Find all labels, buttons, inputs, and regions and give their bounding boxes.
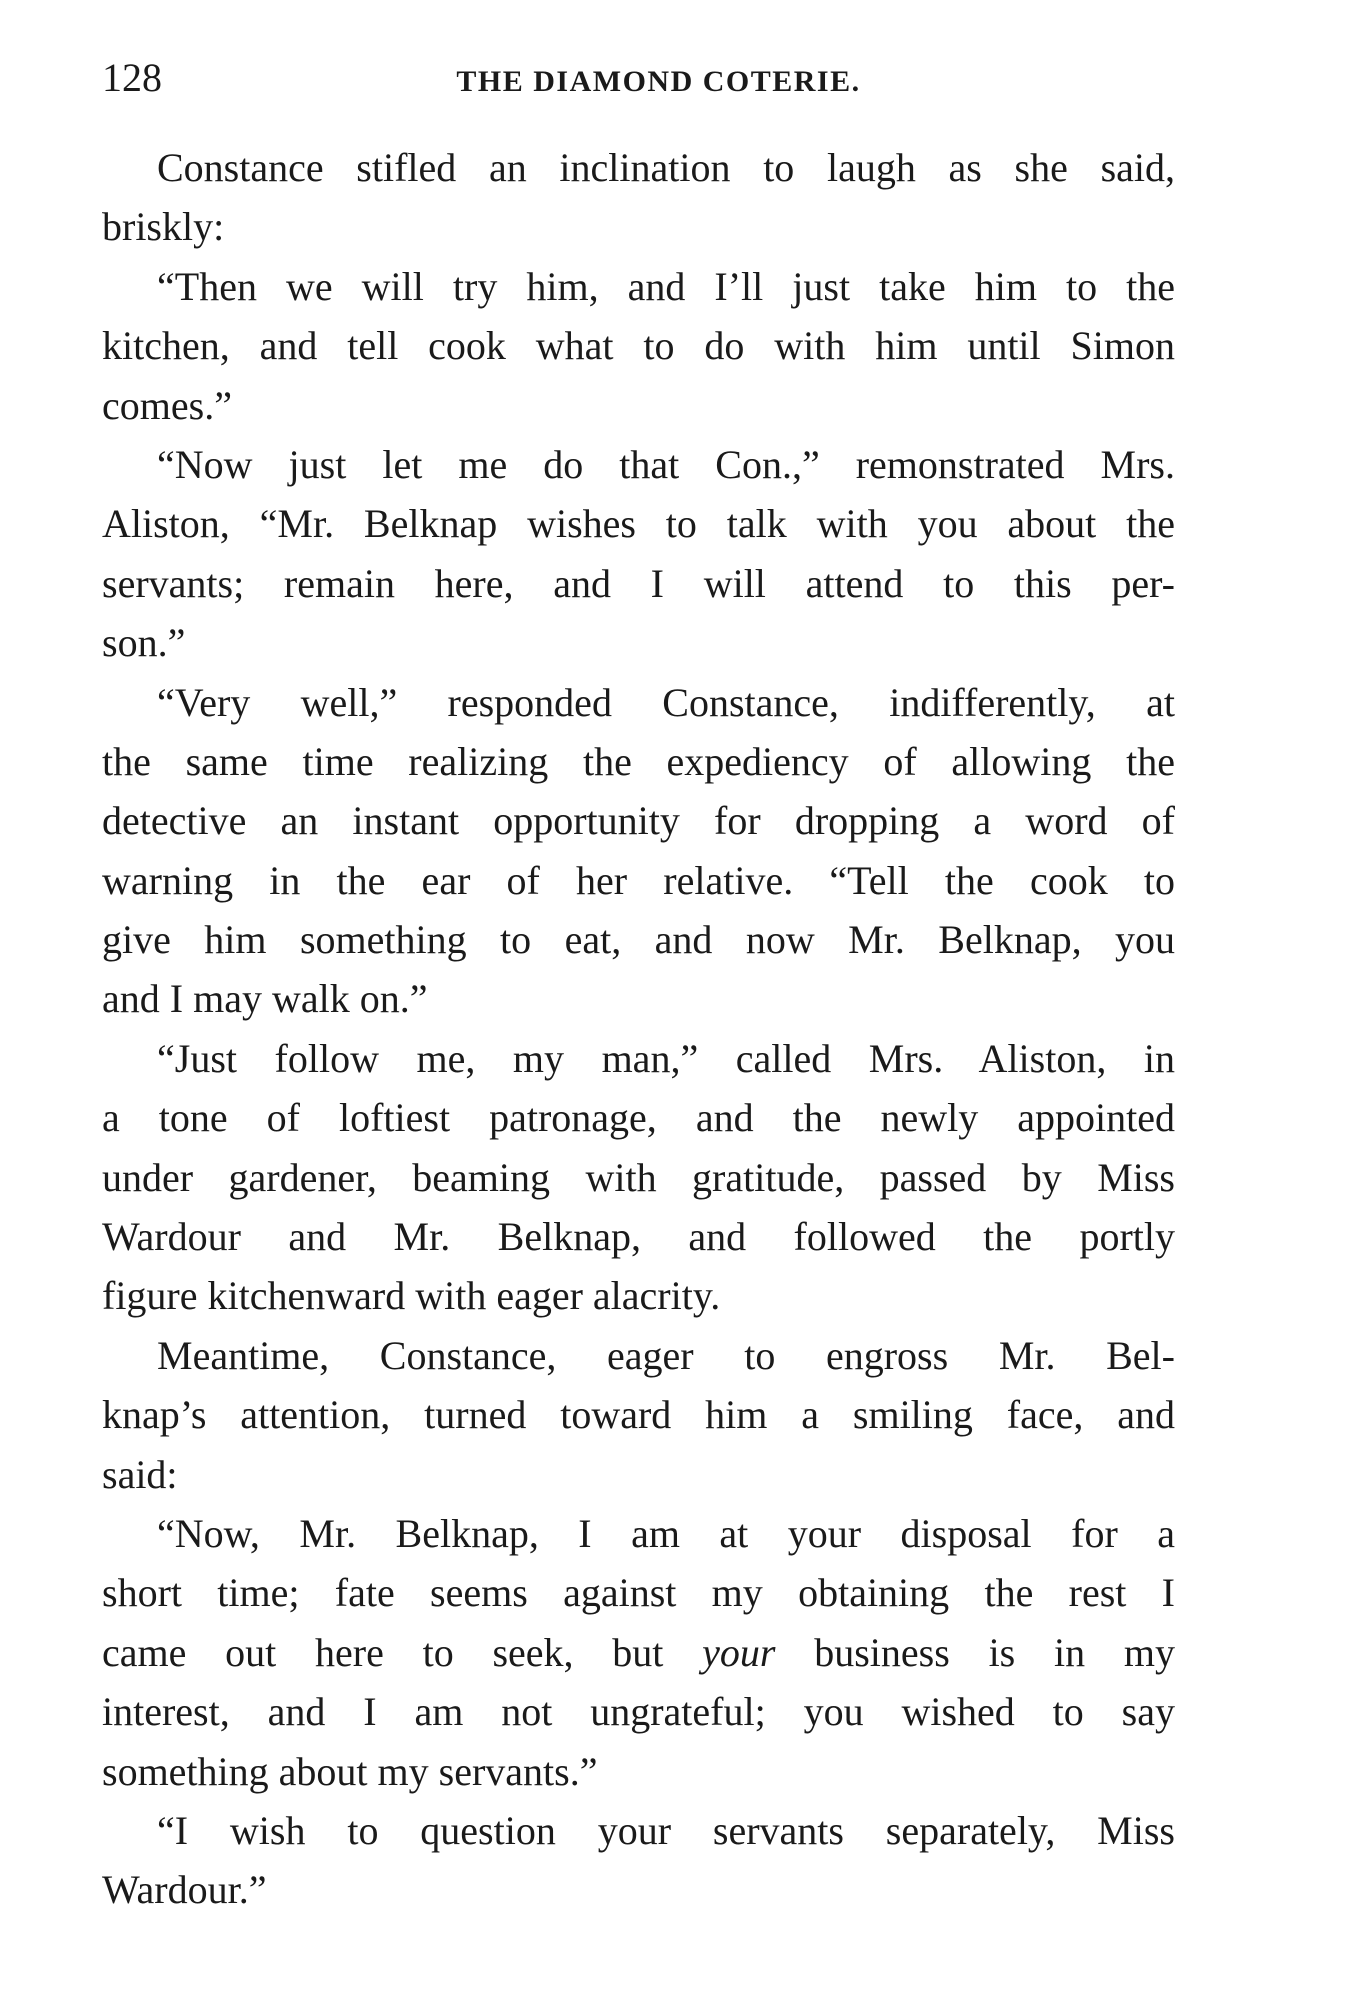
text-line: under gardener, beaming with gratitude, passed by Miss [102,1154,1175,1200]
text-line: servants; remain here, and I will attend to this per- [102,560,1175,606]
text-line: and I may walk on.” [102,976,428,1022]
running-head [102,48,1175,108]
text-line: interest, and I am not ungrateful; you wished to say [102,1689,1175,1735]
text-line: Meantime, Constance, eager to engross Mr. Bel- [157,1332,1175,1378]
text-line: something about my servants.” [102,1748,598,1794]
text-line: the same time realizing the expediency of allowing the [102,738,1175,784]
text-line: Wardour and Mr. Belknap, and followed the portly [102,1214,1175,1260]
text-segment: business is in my [775,1629,1175,1675]
text-line: short time; fate seems against my obtaining the rest I [102,1570,1175,1616]
text-line: warning in the ear of her relative. “Tell the cook to [102,857,1175,903]
emphasis-text: your [702,1629,776,1675]
text-line: comes.” [102,382,232,428]
text-line: “Now just let me do that Con.,” remonstrated Mrs. [157,441,1175,487]
text-line: briskly: [102,204,225,250]
running-title: THE DIAMOND COTERIE. [456,65,861,98]
text-line: “Just follow me, my man,” called Mrs. Aliston, in [157,1035,1175,1081]
text-line: “I wish to question your servants separately, Miss [157,1807,1175,1853]
text-line: kitchen, and tell cook what to do with him until Simon [102,323,1175,369]
text-line: said: [102,1451,178,1497]
text-line: a tone of loftiest patronage, and the newly appointed [102,1095,1175,1141]
body-text [102,138,1175,1920]
text-line: Constance stifled an inclination to laugh as she said, [157,145,1175,190]
text-line: give him something to eat, and now Mr. Belknap, you [102,917,1175,963]
text-line [102,1623,1175,1682]
text-line: “Then we will try him, and I’ll just take him to the [157,263,1175,309]
text-line: detective an instant opportunity for dropping a word of [102,798,1175,844]
text-segment: came out here to seek, but [102,1629,703,1675]
text-line: son.” [102,620,186,666]
text-line: Aliston, “Mr. Belknap wishes to talk with you about the [102,501,1175,547]
text-line: “Now, Mr. Belknap, I am at your disposal for a [157,1510,1175,1556]
text-line: “Very well,” responded Constance, indifferently, at [157,679,1175,725]
page-number: 128 [102,55,162,100]
text-line: knap’s attention, turned toward him a smiling face, and [102,1392,1175,1438]
text-line: Wardour.” [102,1867,267,1913]
text-line: figure kitchenward with eager alacrity. [102,1273,721,1319]
